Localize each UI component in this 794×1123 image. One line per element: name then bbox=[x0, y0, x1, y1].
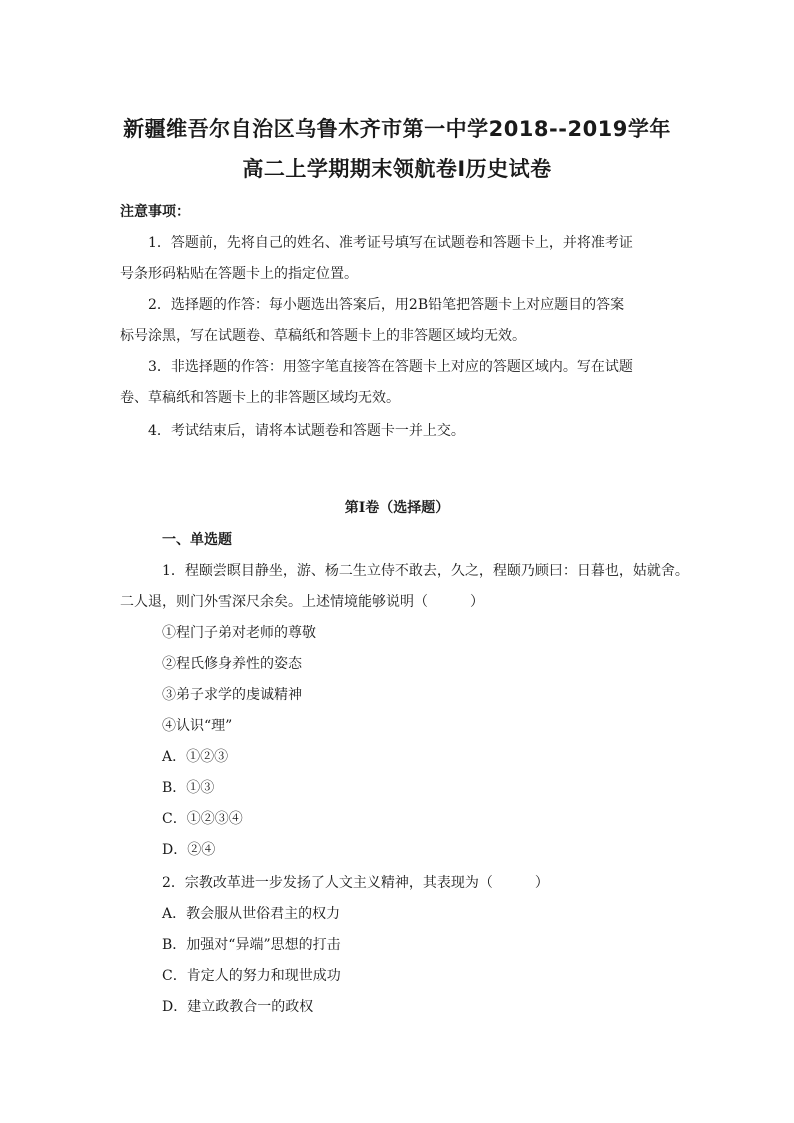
question-stem: 二人退，则门外雪深尺余矣。上述情境能够说明（ ） bbox=[120, 594, 484, 610]
notice-line: 3．非选择题的作答：用签字笔直接答在答题卡上对应的答题区域内。写在试题 bbox=[148, 359, 633, 375]
answer-option: A．教会服从世俗君主的权力 bbox=[162, 906, 341, 922]
question-statement: ③弟子求学的虔诚精神 bbox=[162, 687, 302, 703]
exam-title-line1: 新疆维吾尔自治区乌鲁木齐市第一中学2018--2019学年 bbox=[123, 117, 671, 141]
answer-option: C．①②③④ bbox=[162, 811, 243, 827]
notice-heading: 注意事项： bbox=[120, 204, 190, 220]
section-title: 第Ⅰ卷（选择题） bbox=[344, 500, 450, 516]
notice-line: 标号涂黑，写在试题卷、草稿纸和答题卡上的非答题区域均无效。 bbox=[120, 328, 526, 344]
section-subtitle: 一、单选题 bbox=[162, 532, 232, 548]
question-statement: ①程门子弟对老师的尊敬 bbox=[162, 625, 316, 641]
question-statement: ②程氏修身养性的姿态 bbox=[162, 656, 302, 672]
answer-option: D．②④ bbox=[162, 842, 216, 858]
exam-title-line2: 高二上学期期末领航卷Ⅰ历史试卷 bbox=[242, 157, 552, 181]
question-statement: ④认识“理” bbox=[162, 718, 233, 734]
notice-line: 卷、草稿纸和答题卡上的非答题区域均无效。 bbox=[120, 390, 400, 406]
question-stem: 1．程颐尝瞑目静坐，游、杨二生立侍不敢去，久之，程颐乃顾曰：日暮也，姑就舍。 bbox=[162, 563, 689, 579]
answer-option: B．①③ bbox=[162, 780, 215, 796]
answer-option: A．①②③ bbox=[162, 749, 229, 765]
answer-option: D．建立政教合一的政权 bbox=[162, 999, 314, 1015]
notice-line: 号条形码粘贴在答题卡上的指定位置。 bbox=[120, 266, 358, 282]
question-stem: 2．宗教改革进一步发扬了人文主义精神，其表现为（ ） bbox=[162, 875, 549, 891]
notice-line: 4．考试结束后，请将本试题卷和答题卡一并上交。 bbox=[148, 423, 465, 439]
answer-option: C．肯定人的努力和现世成功 bbox=[162, 968, 341, 984]
answer-option: B．加强对“异端”思想的打击 bbox=[162, 937, 341, 953]
notice-line: 1．答题前，先将自己的姓名、准考证号填写在试题卷和答题卡上，并将准考证 bbox=[148, 235, 633, 251]
notice-line: 2．选择题的作答：每小题选出答案后，用2B铅笔把答题卡上对应题目的答案 bbox=[148, 297, 625, 313]
